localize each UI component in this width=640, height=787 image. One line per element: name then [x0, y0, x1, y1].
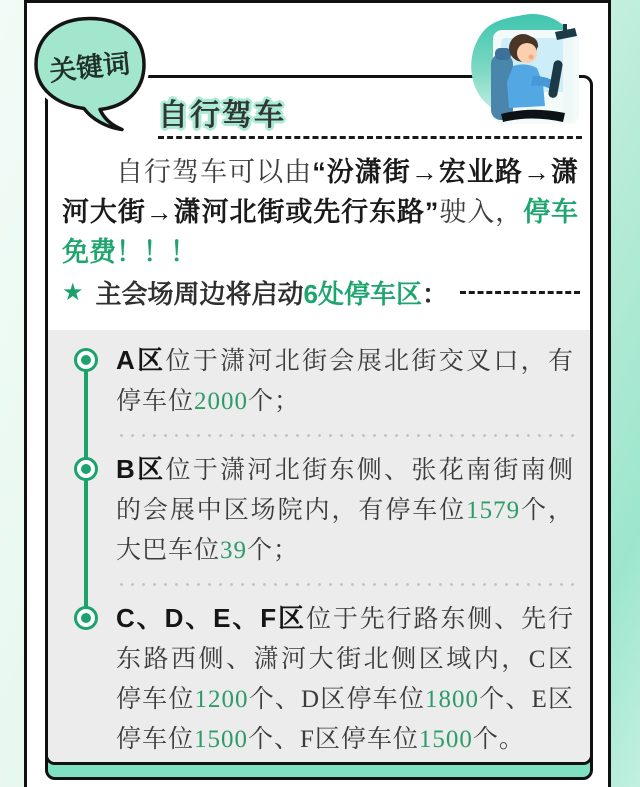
headline-highlight: 6处停车区 [303, 279, 422, 309]
zone-label: C、D、E、F区 [116, 603, 306, 633]
zone-count: 1500 [418, 726, 473, 753]
car-pillar [563, 34, 573, 122]
target-bullet-icon [74, 348, 98, 372]
parking-zone-item-b [74, 449, 574, 571]
zone-label: A区 [116, 345, 166, 375]
route-paragraph-after: 驶入， [438, 197, 524, 227]
zone-count: 1800 [425, 686, 479, 713]
driving-section-card [45, 75, 593, 765]
zone-text: 个，大巴车位 [116, 497, 574, 564]
zone-text: 个、D区停车位 [248, 686, 425, 713]
parking-zones-timeline [74, 340, 574, 760]
keyword-speech-bubble [28, 12, 156, 132]
zone-count: 1579 [466, 497, 521, 524]
parking-zones-headline [62, 274, 580, 311]
target-bullet-icon [74, 457, 98, 481]
driver-face [517, 43, 537, 63]
zone-text: 个、F区停车位 [248, 726, 419, 753]
driver-blush [529, 55, 534, 60]
zone-text: 个； [247, 537, 300, 564]
zone-count: 2000 [194, 388, 249, 415]
star-icon: ★ [62, 279, 84, 306]
zone-label: B区 [116, 454, 166, 484]
zone-count: 39 [220, 537, 248, 564]
zone-text: 个； [248, 388, 301, 415]
target-bullet-icon [74, 606, 98, 630]
dotted-separator [116, 434, 574, 437]
zone-text: 个、E区停车位 [116, 686, 574, 753]
headline-dashed-divider [460, 291, 580, 294]
driver-illustration [463, 10, 585, 128]
section-title: 自行驾车 [158, 99, 286, 132]
headline-prefix: 主会场周边将启动 [95, 279, 304, 309]
route-paragraph-highlight: 停车免费！！！ [62, 197, 579, 267]
zone-text: 位于先行路东侧、先行东路西侧、潇河大街北侧区域内，C区停车位 [116, 606, 574, 713]
parking-zones-panel [48, 330, 590, 762]
zone-text: 位于潇河北街会展北街交叉口，有停车位 [116, 348, 574, 415]
seat-headrest [495, 48, 511, 60]
title-dashed-divider [158, 136, 582, 139]
zone-count: 1500 [194, 726, 249, 753]
parking-zone-item-a [74, 340, 574, 422]
route-paragraph-lead: 自行驾车可以由 [116, 157, 313, 187]
headline-colon: ： [422, 279, 449, 309]
route-paragraph-route: “汾潇街→宏业路→潇河大街→潇河北街或先行东路” [62, 157, 578, 227]
zone-text: 个。 [472, 726, 525, 753]
dotted-separator [116, 583, 574, 586]
keyword-badge-label: 关键词 [47, 48, 132, 87]
zone-text: 位于潇河北街东侧、张花南街南侧的会展中区场院内，有停车位 [116, 457, 574, 524]
zone-count: 1200 [194, 686, 249, 713]
parking-zone-item-cdef [74, 598, 574, 760]
route-paragraph [62, 152, 578, 272]
